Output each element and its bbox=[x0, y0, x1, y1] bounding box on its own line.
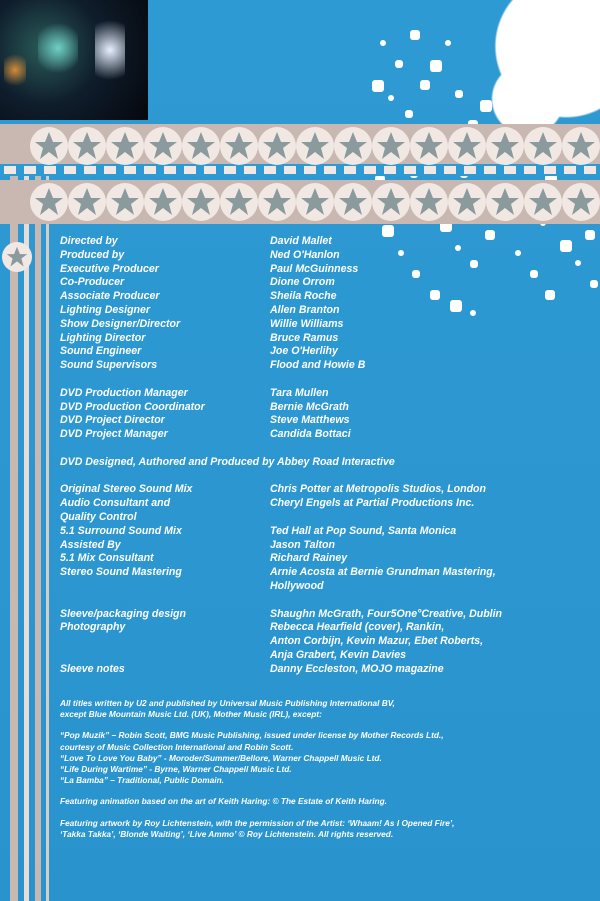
credit-row bbox=[60, 497, 580, 511]
star-badge bbox=[296, 183, 334, 221]
lichtenstein-credit-2: ‘Takka Takka’, ‘Blonde Waiting’, ‘Live Ammo’ © Roy Lichtenstein. All rights reserved. bbox=[60, 828, 394, 839]
star-icon bbox=[452, 131, 482, 161]
credit-row bbox=[60, 580, 580, 594]
sample-credit-1: “Pop Muzik” – Robin Scott, BMG Music Publishing, issued under license by Mother Records Ltd., bbox=[60, 730, 444, 741]
credit-role: Sound Engineer bbox=[60, 345, 142, 358]
credit-row bbox=[60, 332, 580, 346]
star-badge bbox=[220, 183, 258, 221]
star-badge bbox=[524, 127, 562, 165]
credit-row bbox=[60, 608, 580, 622]
credit-name: Anja Grabert, Kevin Davies bbox=[270, 648, 407, 661]
credit-name: Ted Hall at Pop Sound, Santa Monica bbox=[270, 524, 457, 537]
sample-credit-5: “La Bamba” – Traditional, Public Domain. bbox=[60, 775, 224, 786]
star-icon bbox=[452, 187, 482, 217]
credit-row bbox=[60, 649, 580, 663]
credit-name: Candida Bottaci bbox=[270, 428, 351, 441]
star-icon bbox=[528, 131, 558, 161]
star-badge bbox=[372, 183, 410, 221]
left-stripe-2 bbox=[24, 160, 29, 901]
credit-name bbox=[270, 511, 580, 525]
star-badge bbox=[182, 183, 220, 221]
star-icon bbox=[34, 187, 64, 217]
film-reel-strip bbox=[0, 164, 600, 176]
star-badge bbox=[562, 183, 600, 221]
star-icon bbox=[148, 187, 178, 217]
credit-name: Bruce Ramus bbox=[270, 331, 339, 344]
left-stripe-4 bbox=[46, 160, 49, 901]
credit-role: Stereo Sound Mastering bbox=[60, 566, 182, 579]
credit-role: 5.1 Mix Consultant bbox=[60, 552, 154, 565]
credit-row bbox=[60, 401, 580, 415]
star-badge bbox=[144, 183, 182, 221]
credit-row bbox=[60, 304, 580, 318]
credit-role: Photography bbox=[60, 621, 126, 634]
credit-role: Co-Producer bbox=[60, 276, 125, 289]
star-badge bbox=[448, 183, 486, 221]
credit-row bbox=[60, 663, 580, 677]
credit-name: Cheryl Engels at Partial Productions Inc. bbox=[270, 497, 475, 510]
credit-name: Paul McGuinness bbox=[270, 262, 359, 275]
credit-role: Audio Consultant and bbox=[60, 497, 171, 510]
star-badge bbox=[448, 127, 486, 165]
star-icon bbox=[300, 187, 330, 217]
star-icon bbox=[186, 187, 216, 217]
credit-role: 5.1 Surround Sound Mix bbox=[60, 524, 182, 537]
credit-role bbox=[60, 635, 270, 649]
star-icon bbox=[72, 187, 102, 217]
credit-role bbox=[60, 580, 270, 594]
star-badge bbox=[106, 127, 144, 165]
credit-name: Arnie Acosta at Bernie Grundman Mastering, bbox=[270, 566, 496, 579]
star-badge bbox=[220, 127, 258, 165]
haring-credit: Featuring animation based on the art of Keith Haring: © The Estate of Keith Haring. bbox=[60, 796, 387, 807]
credit-role: Directed by bbox=[60, 235, 118, 247]
credit-name: Tara Mullen bbox=[270, 386, 329, 399]
credit-role: DVD Production Coordinator bbox=[60, 400, 205, 413]
credit-name: Ned O'Hanlon bbox=[270, 248, 340, 261]
lichtenstein-credit-1: Featuring artwork by Roy Lichtenstein, with the permission of the Artist: ‘Whaam! As I Opened Fire’, bbox=[60, 817, 455, 828]
credit-role: DVD Production Manager bbox=[60, 386, 188, 399]
credit-name: Bernie McGrath bbox=[270, 400, 349, 413]
sample-credit-4: “Life During Wartime” - Byrne, Warner Chappell Music Ltd. bbox=[60, 764, 292, 775]
credit-row bbox=[60, 345, 580, 359]
star-icon bbox=[566, 187, 596, 217]
credit-role: Assisted By bbox=[60, 538, 121, 551]
credit-role bbox=[60, 649, 270, 663]
star-badge bbox=[334, 127, 372, 165]
credits-list bbox=[60, 235, 580, 677]
credit-row bbox=[60, 428, 580, 442]
star-icon bbox=[490, 187, 520, 217]
credit-row bbox=[60, 511, 580, 525]
star-icon bbox=[34, 131, 64, 161]
credit-row bbox=[60, 249, 580, 263]
star-badge bbox=[410, 127, 448, 165]
credit-role: Lighting Designer bbox=[60, 303, 151, 316]
credit-name: Dione Orrom bbox=[270, 276, 335, 289]
star-icon bbox=[110, 187, 140, 217]
credit-name: Chris Potter at Metropolis Studios, London bbox=[270, 483, 486, 496]
star-badge bbox=[486, 127, 524, 165]
star-icon bbox=[6, 246, 28, 268]
credit-role: DVD Project Manager bbox=[60, 428, 168, 441]
credit-role: Executive Producer bbox=[60, 262, 159, 275]
star-icon bbox=[528, 187, 558, 217]
star-badge bbox=[486, 183, 524, 221]
star-badge bbox=[68, 183, 106, 221]
credit-row bbox=[60, 387, 580, 401]
star-icon bbox=[262, 187, 292, 217]
star-icon bbox=[376, 131, 406, 161]
star-icon bbox=[566, 131, 596, 161]
star-badge bbox=[68, 127, 106, 165]
star-icon bbox=[262, 131, 292, 161]
credit-row bbox=[60, 483, 580, 497]
credit-name: Danny Eccleston, MOJO magazine bbox=[270, 662, 444, 675]
credit-role: Sound Supervisors bbox=[60, 359, 158, 372]
credit-name: Rebecca Hearfield (cover), Rankin, bbox=[270, 621, 445, 634]
credit-role: Produced by bbox=[60, 248, 125, 261]
sample-credit-2: courtesy of Music Collection International and Robin Scott. bbox=[60, 741, 294, 752]
credit-row bbox=[60, 525, 580, 539]
star-badge bbox=[144, 127, 182, 165]
credit-name: Willie Williams bbox=[270, 317, 344, 330]
credit-name: Sheila Roche bbox=[270, 290, 337, 303]
star-badge bbox=[182, 127, 220, 165]
star-badge bbox=[372, 127, 410, 165]
star-badge bbox=[334, 183, 372, 221]
star-badge bbox=[410, 183, 448, 221]
credit-name: Joe O'Herlihy bbox=[270, 345, 338, 358]
star-icon bbox=[414, 187, 444, 217]
credit-role: Quality Control bbox=[60, 510, 137, 523]
credit-row bbox=[60, 539, 580, 553]
concert-photo bbox=[0, 0, 148, 120]
left-stripe-3 bbox=[35, 160, 41, 901]
credit-role: Sleeve notes bbox=[60, 662, 125, 675]
credit-name: Hollywood bbox=[270, 579, 324, 592]
credit-name: Jason Talton bbox=[270, 538, 335, 551]
credit-row bbox=[60, 290, 580, 304]
credit-name: Flood and Howie B bbox=[270, 359, 366, 372]
star-badge bbox=[106, 183, 144, 221]
star-icon bbox=[376, 187, 406, 217]
credit-row bbox=[60, 235, 580, 249]
publishing-line-2: except Blue Mountain Music Ltd. (UK), Mother Music (IRL), except: bbox=[60, 709, 322, 720]
star-icon bbox=[186, 131, 216, 161]
credit-role: Sleeve/packaging design bbox=[60, 607, 186, 620]
credit-row bbox=[60, 621, 580, 635]
credit-role: Lighting Director bbox=[60, 331, 146, 344]
credit-name: Allen Branton bbox=[270, 303, 340, 316]
star-icon bbox=[338, 131, 368, 161]
star-icon bbox=[148, 131, 178, 161]
sample-credit-3: “Love To Love You Baby” - Moroder/Summer/Bellore, Warner Chappell Music Ltd. bbox=[60, 752, 382, 763]
credit-name: Richard Rainey bbox=[270, 552, 348, 565]
star-badge bbox=[258, 127, 296, 165]
credit-name: Anton Corbijn, Kevin Mazur, Ebet Roberts, bbox=[270, 635, 484, 648]
credit-role: DVD Project Director bbox=[60, 414, 165, 427]
star-icon bbox=[72, 131, 102, 161]
credit-role: Show Designer/Director bbox=[60, 317, 181, 330]
star-badge bbox=[296, 127, 334, 165]
star-icon bbox=[414, 131, 444, 161]
star-badge bbox=[258, 183, 296, 221]
credit-role: Associate Producer bbox=[60, 290, 160, 303]
credit-name: Steve Matthews bbox=[270, 414, 350, 427]
credit-row bbox=[60, 566, 580, 580]
credit-row bbox=[60, 552, 580, 566]
star-icon bbox=[224, 131, 254, 161]
credit-row bbox=[60, 318, 580, 332]
star-icon bbox=[224, 187, 254, 217]
legal-notes bbox=[60, 698, 560, 840]
star-icon bbox=[110, 131, 140, 161]
credit-row bbox=[60, 635, 580, 649]
star-icon bbox=[490, 131, 520, 161]
star-icon bbox=[300, 131, 330, 161]
publishing-line-1: All titles written by U2 and published by Universal Music Publishing International BV, bbox=[60, 698, 395, 708]
star-badge bbox=[562, 127, 600, 165]
dvd-authoring-credit: DVD Designed, Authored and Produced by Abbey Road Interactive bbox=[60, 455, 395, 468]
credit-row bbox=[60, 276, 580, 290]
credit-row bbox=[60, 359, 580, 373]
star-badge bbox=[30, 183, 68, 221]
credit-name: David Mallet bbox=[270, 235, 332, 247]
credit-row bbox=[60, 263, 580, 277]
credit-role: Original Stereo Sound Mix bbox=[60, 483, 193, 496]
credit-name: Shaughn McGrath, Four5One°Creative, Dublin bbox=[270, 607, 503, 620]
star-badge bbox=[524, 183, 562, 221]
star-icon bbox=[338, 187, 368, 217]
credit-row bbox=[60, 414, 580, 428]
star-badge bbox=[2, 242, 32, 272]
star-badge bbox=[30, 127, 68, 165]
